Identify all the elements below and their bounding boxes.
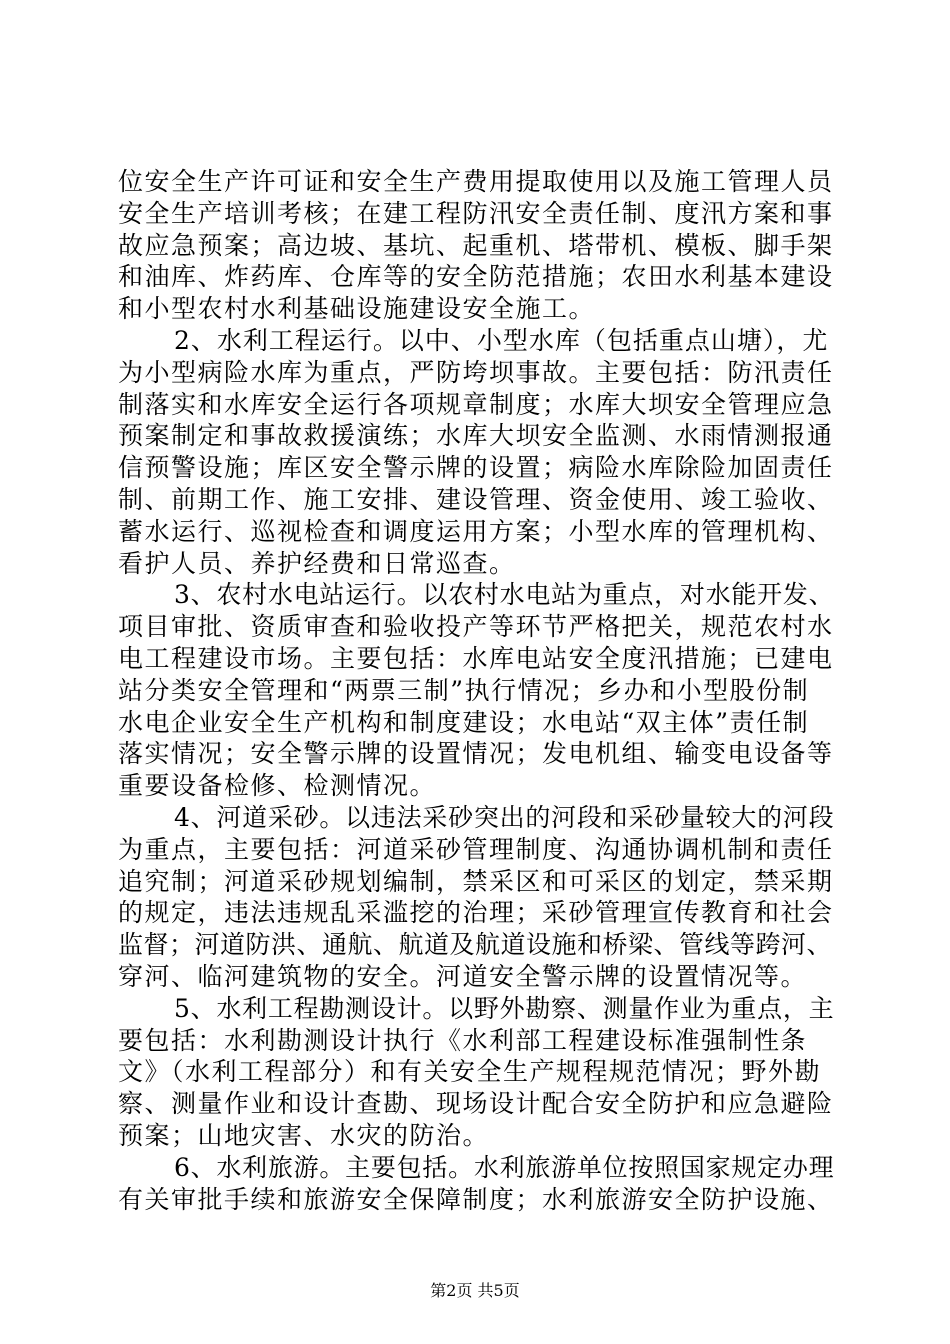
text-line: 看护人员、养护经费和日常巡查。 — [118, 548, 516, 578]
text-line: 文》（水利工程部分）和有关安全生产规程规范情况；野外勘 — [118, 1057, 822, 1087]
text-line: 察、测量作业和设计查勘、现场设计配合安全防护和应急避险 — [118, 1089, 834, 1119]
text-line: 预案；山地灾害、水灾的防治。 — [118, 1120, 490, 1150]
text-line: 为重点，主要包括：河道采砂管理制度、沟通协调机制和责任 — [118, 834, 834, 864]
text-line: 位安全生产许可证和安全生产费用提取使用以及施工管理人员 — [118, 167, 834, 196]
text-line: 重要设备检修、检测情况。 — [118, 771, 437, 801]
text-line: 项目审批、资质审查和验收投产等环节严格把关，规范农村水 — [118, 612, 834, 642]
text-line: 电工程建设市场。主要包括：水库电站安全度汛措施；已建电 — [118, 643, 834, 673]
text-line: 的规定，违法违规乱采滥挖的治理；采砂管理宣传教育和社会 — [118, 898, 834, 928]
text-line: 预案制定和事故救援演练；水库大坝安全监测、水雨情测报通 — [118, 421, 834, 451]
text-line: 制落实和水库安全运行各项规章制度；水库大坝安全管理应急 — [118, 389, 834, 419]
text-line: 有关审批手续和旅游安全保障制度；水利旅游安全防护设施、 — [118, 1184, 834, 1214]
text-line: 落实情况；安全警示牌的设置情况；发电机组、输变电设备等 — [118, 739, 834, 769]
text-line: 故应急预案；高边坡、基坑、起重机、塔带机、模板、脚手架 — [118, 230, 834, 260]
page-number-footer: 第2页 共5页 — [430, 1281, 520, 1300]
document-body — [118, 166, 834, 1215]
text-line: 信预警设施；库区安全警示牌的设置；病险水库除险加固责任 — [118, 453, 834, 483]
text-line: 监督；河道防洪、通航、航道及航道设施和桥梁、管线等跨河、 — [118, 930, 833, 960]
text-line: 和小型农村水利基础设施建设安全施工。 — [118, 294, 596, 324]
text-line: 制、前期工作、施工安排、建设管理、资金使用、竣工验收、 — [118, 484, 834, 514]
text-line: 安全生产培训考核；在建工程防汛安全责任制、度汛方案和事 — [118, 198, 834, 228]
paragraph-first-line: 2、水利工程运行。以中、小型水库（包括重点山塘），尤 — [174, 325, 829, 355]
paragraph-first-line: 3、农村水电站运行。以农村水电站为重点，对水能开发、 — [174, 580, 835, 610]
text-line: 为小型病险水库为重点，严防垮坝事故。主要包括：防汛责任 — [118, 357, 834, 387]
text-line: 穿河、临河建筑物的安全。河道安全警示牌的设置情况等。 — [118, 961, 808, 991]
text-line: 追究制；河道采砂规划编制，禁采区和可采区的划定，禁采期 — [118, 866, 834, 896]
paragraph-first-line: 4、河道采砂。以违法采砂突出的河段和采砂量较大的河段 — [174, 802, 835, 832]
text-line: 水电企业安全生产机构和制度建设；水电站“双主体”责任制 — [118, 707, 810, 737]
text-line: 站分类安全管理和“两票三制”执行情况；乡办和小型股份制 — [118, 675, 810, 705]
text-line: 蓄水运行、巡视检查和调度运用方案；小型水库的管理机构、 — [118, 516, 834, 546]
text-line: 和油库、炸药库、仓库等的安全防范措施；农田水利基本建设 — [118, 262, 834, 292]
paragraph-first-line: 6、水利旅游。主要包括。水利旅游单位按照国家规定办理 — [174, 1152, 835, 1182]
paragraph-first-line: 5、水利工程勘测设计。以野外勘察、测量作业为重点，主 — [174, 993, 835, 1023]
text-line: 要包括：水利勘测设计执行《水利部工程建设标准强制性条 — [118, 1025, 808, 1055]
